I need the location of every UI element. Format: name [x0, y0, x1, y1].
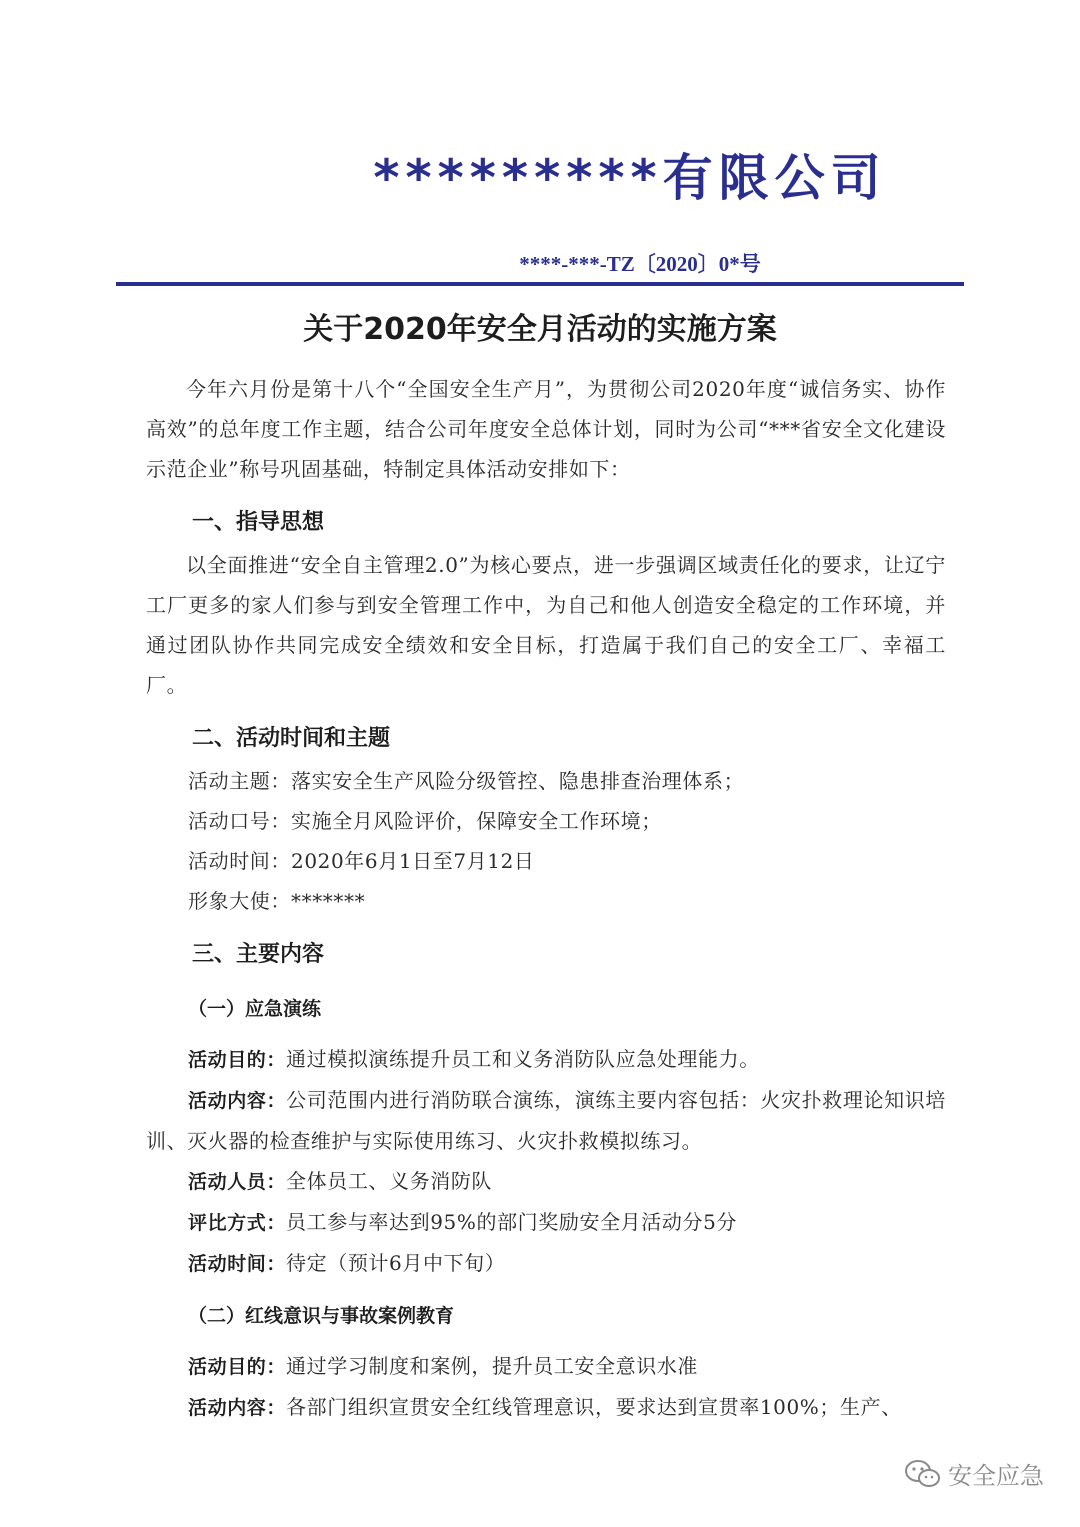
watermark: [904, 1456, 1044, 1491]
document-title: 关于2020年安全月活动的实施方案: [303, 312, 777, 347]
wechat-icon: [904, 1459, 942, 1489]
list-item: [146, 1346, 946, 1387]
company-name: *********有限公司: [373, 149, 887, 207]
section-heading-main-content: 三、主要内容: [192, 942, 325, 967]
activity-slogan-line: 活动口号：实施全月风险评价，保障安全工作环境；: [188, 809, 662, 833]
item-label: 评比方式：: [188, 1212, 287, 1234]
intro-paragraph: 今年六月份是第十八个“全国安全生产月”，为贯彻公司2020年度“诚信务实、协作高效”的总年度工作主题，结合公司年度安全总体计划，同时为公司“***省安全文化建设示范企业”称号巩固基础，特制定具体活动安排如下：: [146, 377, 946, 481]
list-item: [146, 1243, 946, 1284]
list-item: [146, 1039, 946, 1080]
section-heading-guiding-ideology: 一、指导思想: [192, 510, 325, 535]
subsection-heading-emergency-drill: （一）应急演练: [188, 998, 322, 1020]
item-label: 活动时间：: [188, 1253, 287, 1275]
item-text: 全体员工、义务消防队: [286, 1169, 493, 1193]
activity-time-line: 活动时间：2020年6月1日至7月12日: [188, 849, 535, 873]
watermark-text: 安全应急: [948, 1462, 1044, 1490]
item-label: 活动人员：: [188, 1171, 287, 1193]
document-number: ****-***-TZ〔2020〕0*号: [519, 252, 761, 276]
list-item: [146, 1202, 946, 1243]
item-label: 活动内容：: [188, 1090, 287, 1112]
item-text: 各部门组织宣贯安全红线管理意识，要求达到宣贯率100%；生产、: [286, 1395, 902, 1419]
item-text: 员工参与率达到95%的部门奖励安全月活动分5分: [286, 1210, 737, 1234]
item-text: 待定（预计6月中下旬）: [286, 1251, 506, 1275]
document-body: [146, 369, 946, 1428]
item-text: 通过学习制度和案例，提升员工安全意识水准: [286, 1354, 699, 1378]
item-label: 活动内容：: [188, 1397, 287, 1419]
item-label: 活动目的：: [188, 1049, 287, 1071]
list-item: [146, 1387, 946, 1428]
header-rule: [116, 282, 964, 286]
section-body-guiding-ideology: 以全面推进“安全自主管理2.0”为核心要点，进一步强调区域责任化的要求，让辽宁工厂更多的家人们参与到安全管理工作中，为自己和他人创造安全稳定的工作环境，并通过团队协作共同完成安全绩效和安全目标，打造属于我们自己的安全工厂、幸福工厂。: [146, 553, 946, 697]
list-item: [146, 1080, 946, 1161]
item-text: 通过模拟演练提升员工和义务消防队应急处理能力。: [286, 1047, 760, 1071]
section-heading-time-theme: 二、活动时间和主题: [192, 726, 391, 751]
ambassador-line: 形象大使：*******: [188, 889, 366, 913]
item-text: 公司范围内进行消防联合演练，演练主要内容包括：火灾扑救理论知识培训、灭火器的检查维护与实际使用练习、火灾扑救模拟练习。: [146, 1088, 946, 1153]
list-item: [146, 1161, 946, 1202]
subsection-heading-redline-education: （二）红线意识与事故案例教育: [188, 1305, 455, 1327]
activity-theme-line: 活动主题：落实安全生产风险分级管控、隐患排查治理体系；: [188, 769, 745, 793]
item-label: 活动目的：: [188, 1356, 287, 1378]
